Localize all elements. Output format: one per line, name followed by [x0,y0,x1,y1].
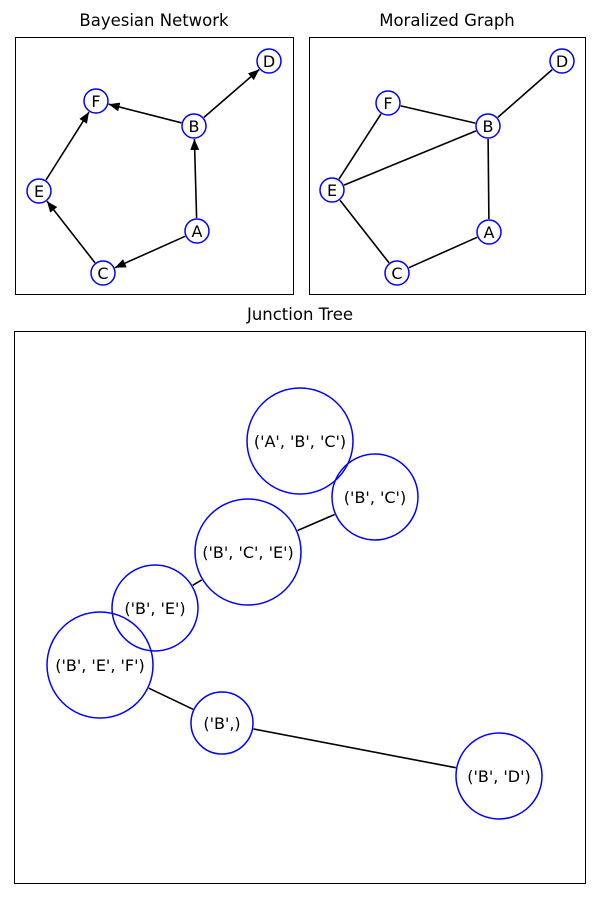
panel-title-moralized-graph: Moralized Graph [379,11,515,30]
edge-A-C [409,237,477,267]
junction-tree-node-label-B: ('B',) [203,713,241,733]
edge-F-B [401,106,476,123]
edge-B-A [488,139,489,219]
moralized-graph-node-label-B: B [482,116,494,136]
edge-B-D [498,70,552,118]
edge-B-D [204,70,259,118]
junction-tree-node-label-BD: ('B', 'D') [467,766,531,786]
edge-BEF-B [149,688,193,709]
panel-title-junction-tree: Junction Tree [246,305,354,324]
edge-BC-BCE [298,515,335,531]
junction-tree-node-label-BE: ('B', 'E') [124,598,186,618]
moralized-graph-node-label-D: D [555,51,569,71]
bayesian-network-node-label-F: F [91,91,101,111]
moralized-graph-node-label-C: C [391,263,403,283]
junction-tree-node-label-BC: ('B', 'C') [343,487,407,507]
bayesian-network-graph [27,49,281,285]
edge-BCE-BE [193,580,202,585]
moralized-graph-node-label-F: F [383,93,393,113]
junction-tree-node-label-ABC: ('A', 'B', 'C') [253,431,347,451]
bayesian-network-node-label-C: C [97,263,109,283]
edge-B-BD [253,729,455,768]
edge-A-B [194,139,196,218]
edge-B-F [109,104,182,123]
moralized-graph-graph [320,49,574,285]
bayesian-network-node-label-B: B [188,116,200,136]
moralized-graph-node-label-A: A [483,222,495,242]
junction-tree-graph [47,388,542,819]
moralized-graph-node-label-E: E [326,180,338,200]
edge-C-E [47,201,95,263]
junction-tree-node-label-BEF: ('B', 'E', 'F') [55,655,145,675]
bayesian-network-node-label-D: D [262,51,276,71]
edge-A-C [115,236,185,267]
panel-title-bayesian-network: Bayesian Network [79,11,229,30]
edge-F-E [339,114,381,179]
edge-E-C [340,200,389,263]
bayesian-network-node-label-A: A [191,221,203,241]
junction-tree-node-label-BCE: ('B', 'C', 'E') [202,542,294,562]
edge-E-B [344,131,476,185]
bayesian-network-node-label-E: E [33,181,45,201]
edge-E-F [46,112,89,180]
